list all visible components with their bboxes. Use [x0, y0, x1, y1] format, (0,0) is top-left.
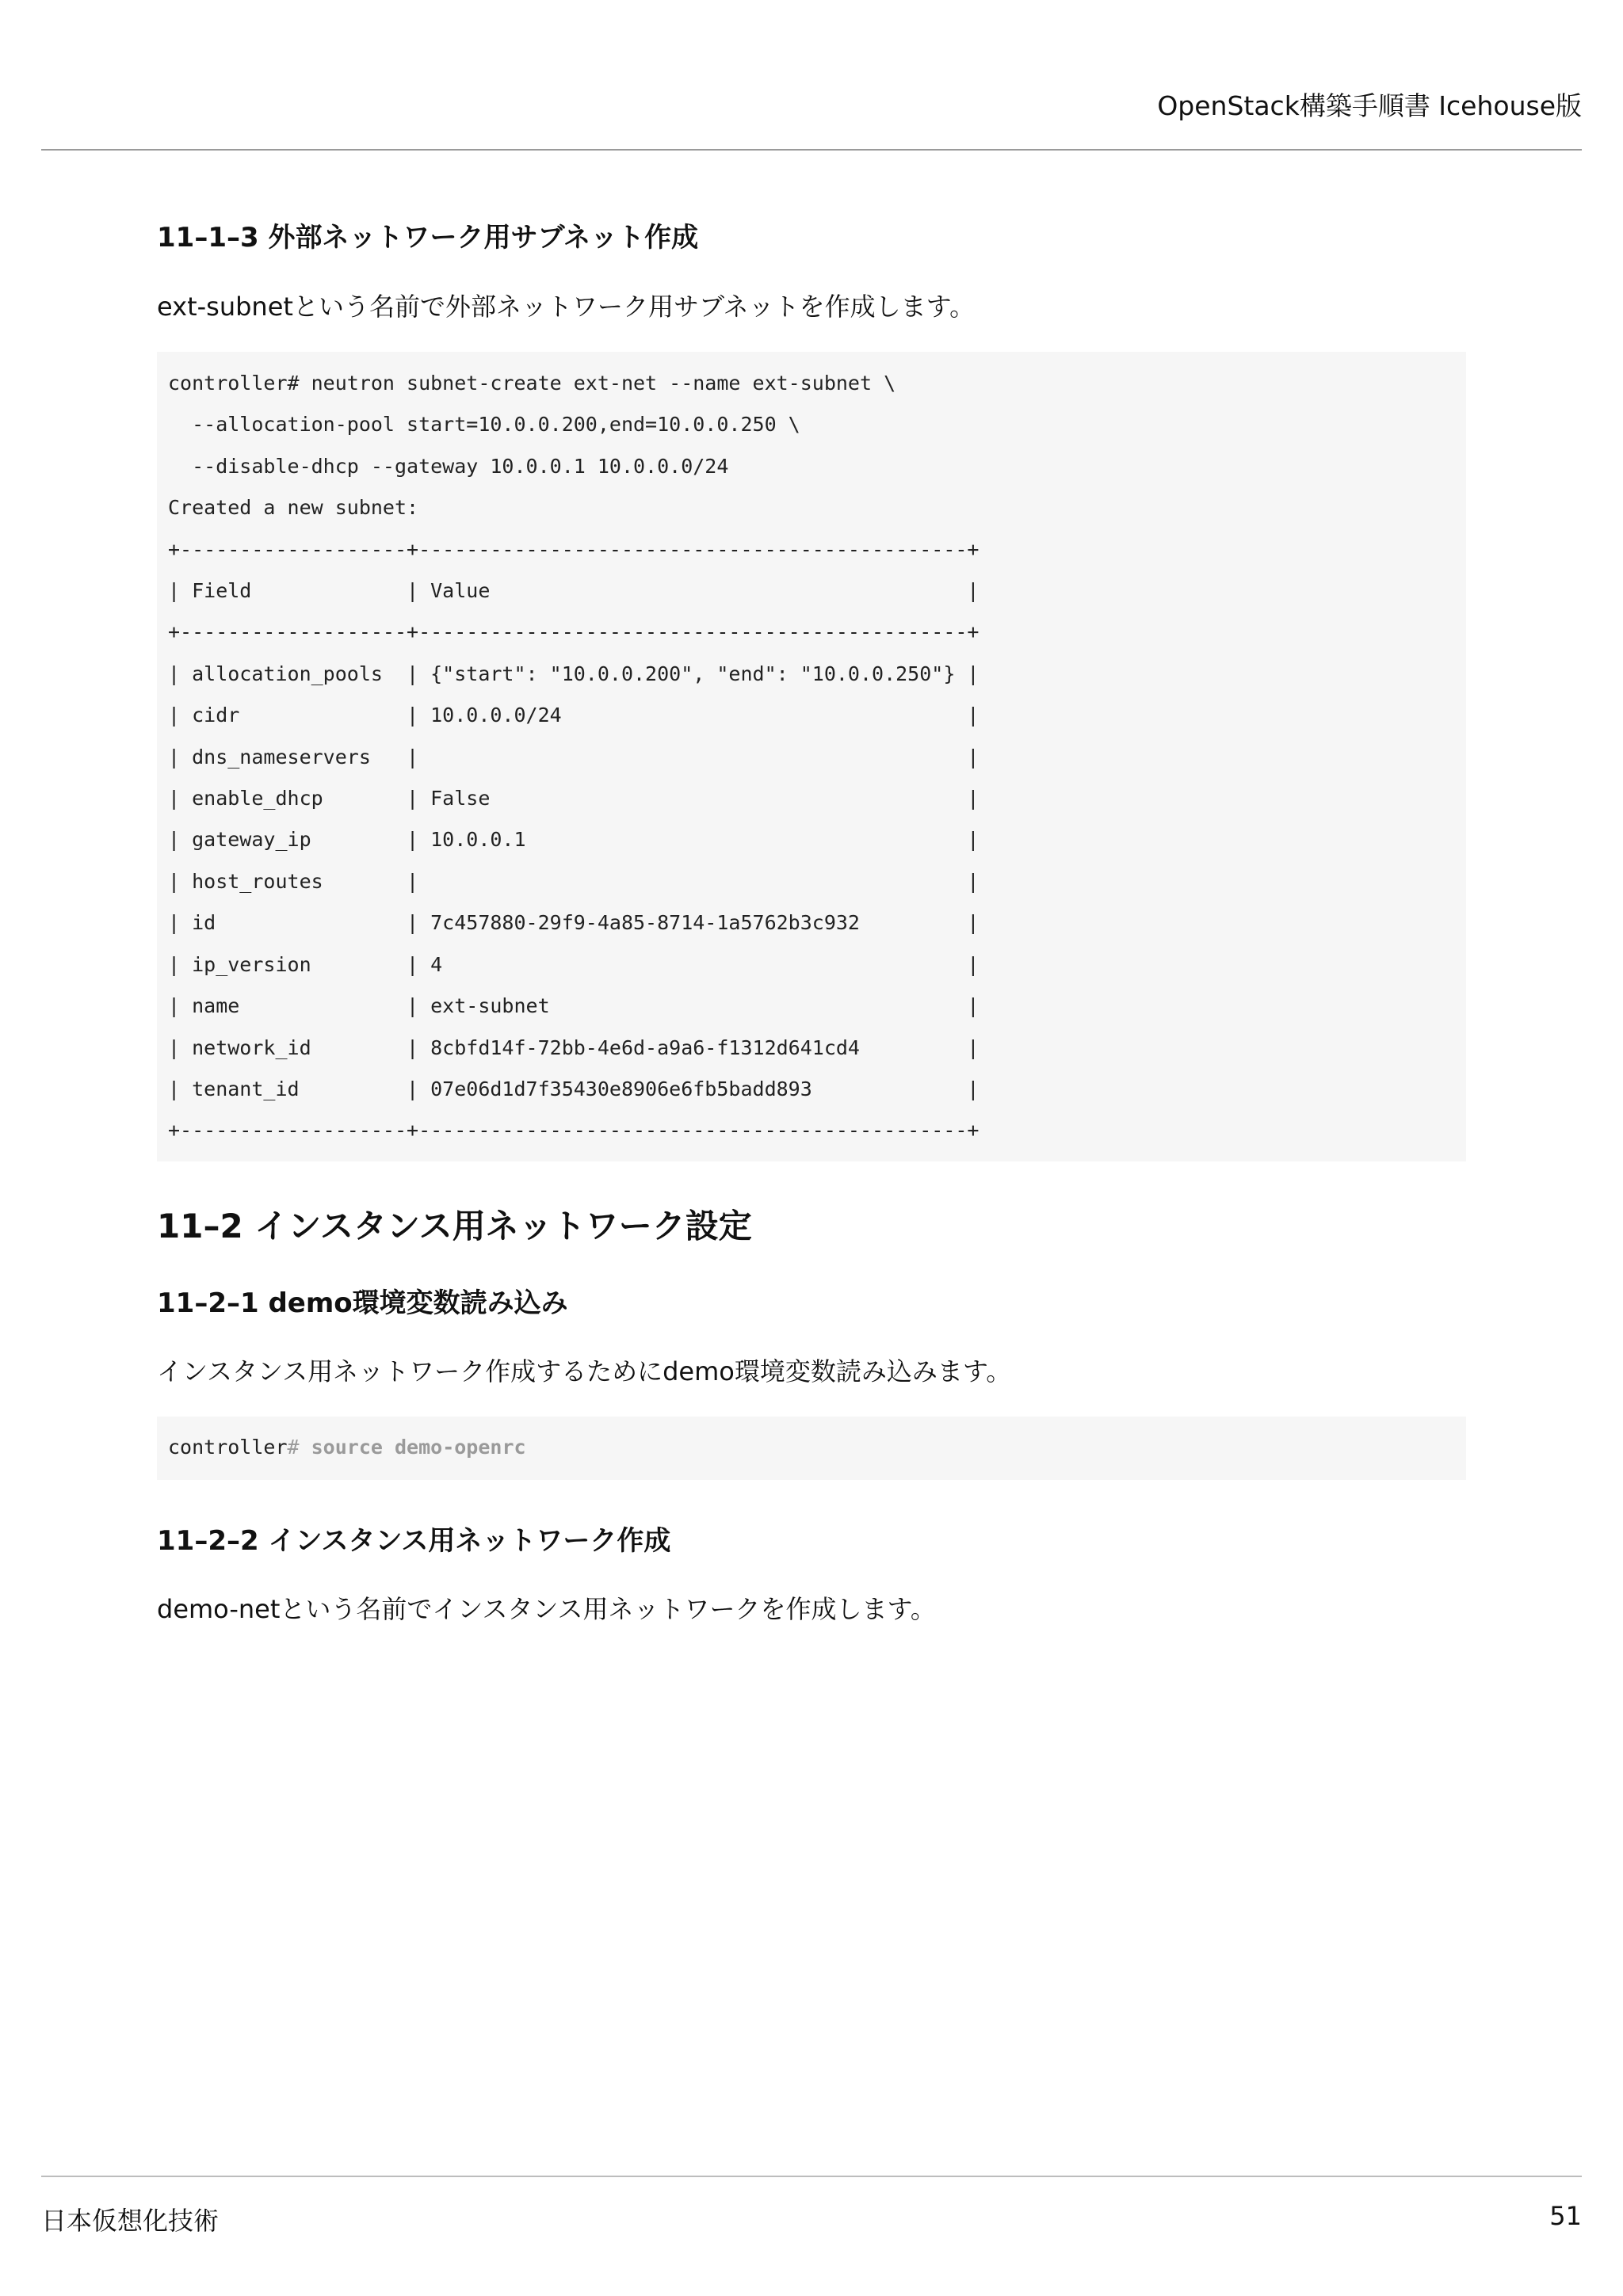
page-header-title: OpenStack構築手順書 Icehouse版 [1157, 90, 1582, 121]
code-block-source-demo [157, 1417, 1466, 1480]
code-prompt: controller [168, 1436, 288, 1459]
code-block-subnet-create [157, 352, 1466, 1161]
paragraph-demo-env: インスタンス用ネットワーク作成するためにdemo環境変数読み込みます。 [157, 1356, 1012, 1386]
heading-11-2: 11–2 インスタンス用ネットワーク設定 [157, 1207, 752, 1245]
header-divider [41, 149, 1582, 151]
paragraph-ext-subnet: ext-subnetという名前で外部ネットワーク用サブネットを作成します。 [157, 292, 976, 322]
code-prompt-hash: # [287, 1436, 300, 1459]
heading-11-2-1: 11–2–1 demo環境変数読み込み [157, 1287, 568, 1319]
footer-divider [41, 2176, 1582, 2177]
page-number: 51 [1549, 2201, 1582, 2231]
footer-company: 日本仮想化技術 [41, 2206, 220, 2236]
heading-11-2-2: 11–2–2 インスタンス用ネットワーク作成 [157, 1525, 671, 1557]
code-text-source-demo [168, 1427, 1455, 1468]
heading-11-1-3: 11–1–3 外部ネットワーク用サブネット作成 [157, 222, 699, 254]
code-text-subnet-create: controller# neutron subnet-create ext-net --name ext-subnet \ --allocation-pool start=10.0.0.200,end=10.0.0.250 \ --disable-dhcp --gateway 10.0.0.1 10.0.0.0/24 Created a new subnet: +-------------------+----------------------------------------------+ | Field | Value | +-------------------+----------------------------------------------+ | allocation_pools | {"start": "10.0.0.200", "end": "10.0.0.250"} | | cidr | 10.0.0.0/24 | | dns_nameservers | | | enable_dhcp | False | | gateway_ip | 10.0.0.1 | | host_routes | | | id | 7c457880-29f9-4a85-8714-1a5762b3c932 | | ip_version | 4 | | name | ext-subnet | | network_id | 8cbfd14f-72bb-4e6d-a9a6-f1312d641cd4 | | tenant_id | 07e06d1d7f35430e8906e6fb5badd893 | +-------------------+----------------------------------------------+ [168, 372, 980, 1142]
code-command: source demo-openrc [299, 1436, 526, 1459]
paragraph-demo-net: demo-netという名前でインスタンス用ネットワークを作成します。 [157, 1594, 936, 1624]
